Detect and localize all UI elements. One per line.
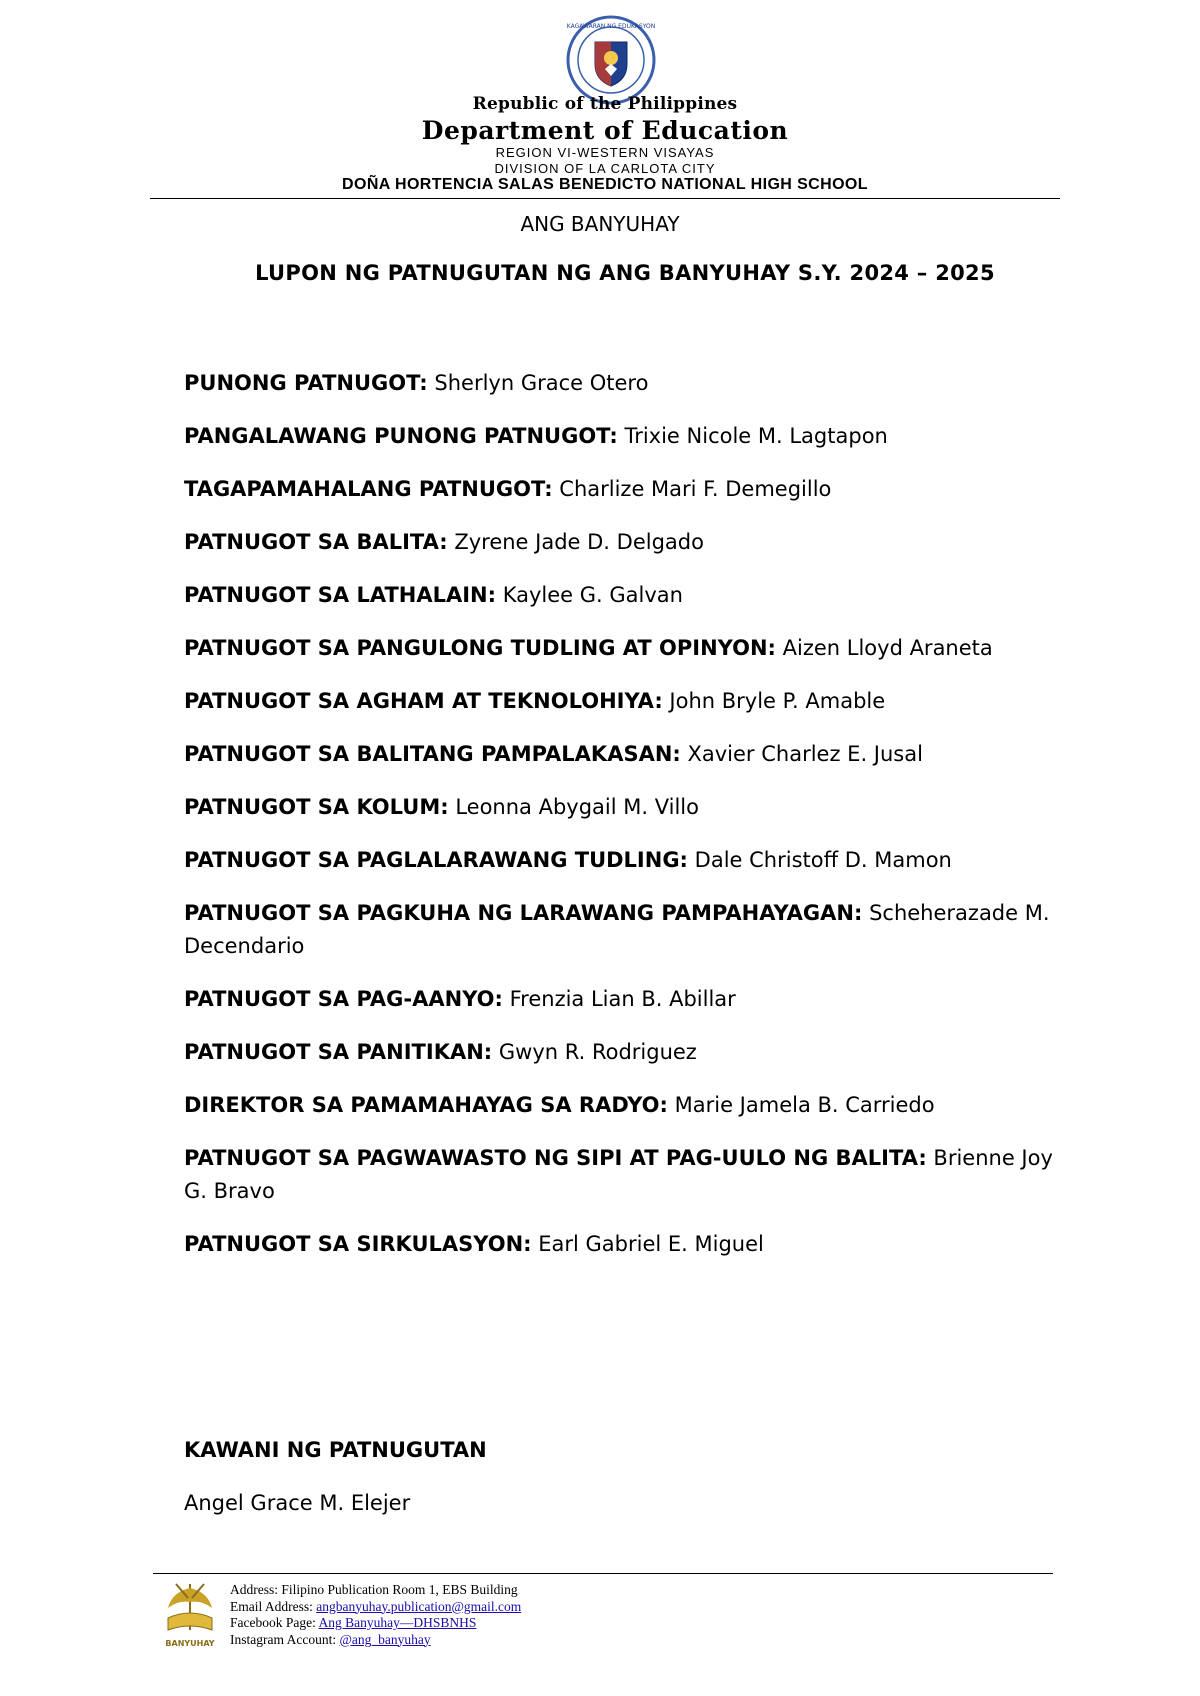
board-entry	[184, 844, 1064, 877]
footer-address-line	[230, 1582, 521, 1599]
board-entry	[184, 420, 1064, 453]
board-member-name: Zyrene Jade D. Delgado	[454, 530, 704, 554]
board-entry	[184, 367, 1064, 400]
department-line: Department of Education	[421, 116, 789, 145]
board-entry	[184, 632, 1064, 665]
board-member-name: Brienne Joy G. Bravo	[184, 1146, 1053, 1203]
board-entry	[184, 685, 1064, 718]
facebook-link[interactable]: Ang Banyuhay—DHSBNHS	[318, 1615, 477, 1630]
banyuhay-logo-icon	[158, 1578, 222, 1654]
board-role: PATNUGOT SA LATHALAIN:	[184, 583, 497, 607]
board-entry	[184, 1036, 1064, 1069]
board-role: PATNUGOT SA PAG-AANYO:	[184, 987, 503, 1011]
board-member-name: Xavier Charlez E. Jusal	[687, 742, 923, 766]
footer-divider	[153, 1573, 1053, 1574]
board-entry	[184, 983, 1064, 1016]
board-member-name: Gwyn R. Rodriguez	[498, 1040, 697, 1064]
republic-line: Republic of the Philippines	[472, 94, 738, 114]
board-member-name: Kaylee G. Galvan	[502, 583, 683, 607]
board-member-name: Trixie Nicole M. Lagtapon	[624, 424, 888, 448]
board-role: PATNUGOT SA SIRKULASYON:	[184, 1232, 532, 1256]
footer-contact	[230, 1582, 521, 1648]
board-role: PANGALAWANG PUNONG PATNUGOT:	[184, 424, 618, 448]
publication-name: ANG BANYUHAY	[520, 212, 680, 236]
board-entry	[184, 897, 1064, 963]
board-member-name: Charlize Mari F. Demegillo	[559, 477, 832, 501]
board-member-name: Frenzia Lian B. Abillar	[509, 987, 736, 1011]
board-role: PATNUGOT SA PAGLALARAWANG TUDLING:	[184, 848, 688, 872]
footer-facebook-line	[230, 1615, 521, 1632]
board-entry	[184, 1142, 1064, 1208]
board-member-name: Sherlyn Grace Otero	[434, 371, 649, 395]
board-entry	[184, 579, 1064, 612]
board-member-name: Aizen Lloyd Araneta	[782, 636, 993, 660]
staff-member-name: Angel Grace M. Elejer	[184, 1491, 411, 1515]
board-role: PATNUGOT SA AGHAM AT TEKNOLOHIYA:	[184, 689, 663, 713]
footer-email-line	[230, 1599, 521, 1616]
staff-heading: KAWANI NG PATNUGUTAN	[184, 1438, 487, 1462]
board-member-name: Marie Jamela B. Carriedo	[674, 1093, 935, 1117]
school-name: DOÑA HORTENCIA SALAS BENEDICTO NATIONAL HIGH SCHOOL	[342, 176, 868, 193]
board-title: LUPON NG PATNUGUTAN NG ANG BANYUHAY S.Y. 2024 – 2025	[255, 261, 995, 285]
header-divider	[150, 198, 1060, 199]
seal-text: KAGAWARAN NG EDUKASYON	[566, 23, 656, 30]
deped-seal-icon	[565, 14, 657, 106]
board-role: TAGAPAMAHALANG PATNUGOT:	[184, 477, 553, 501]
board-role: PATNUGOT SA PAGKUHA NG LARAWANG PAMPAHAYAGAN:	[184, 901, 863, 925]
board-role: PUNONG PATNUGOT:	[184, 371, 428, 395]
instagram-label: Instagram Account:	[230, 1631, 337, 1647]
board-entry	[184, 1228, 1064, 1261]
board-role: PATNUGOT SA BALITA:	[184, 530, 448, 554]
board-role: PATNUGOT SA KOLUM:	[184, 795, 449, 819]
board-member-name: Dale Christoff D. Mamon	[694, 848, 952, 872]
instagram-link[interactable]: @ang_banyuhay	[339, 1631, 431, 1647]
footer-instagram-line	[230, 1632, 521, 1649]
logo-text: BANYUHAY	[165, 1639, 215, 1648]
facebook-label: Facebook Page:	[230, 1615, 316, 1630]
board-role: DIREKTOR SA PAMAMAHAYAG SA RADYO:	[184, 1093, 668, 1117]
division-line: DIVISION OF LA CARLOTA CITY	[494, 161, 716, 176]
board-role: PATNUGOT SA PANITIKAN:	[184, 1040, 493, 1064]
board-role: PATNUGOT SA PANGULONG TUDLING AT OPINYON:	[184, 636, 776, 660]
region-line: REGION VI-WESTERN VISAYAS	[495, 145, 715, 160]
board-entry	[184, 473, 1064, 506]
board-role: PATNUGOT SA BALITANG PAMPALAKASAN:	[184, 742, 681, 766]
board-member-name: Earl Gabriel E. Miguel	[538, 1232, 764, 1256]
board-entry	[184, 1089, 1064, 1122]
board-entry	[184, 526, 1064, 559]
board-member-name: Leonna Abygail M. Villo	[455, 795, 699, 819]
address-label: Address:	[230, 1582, 278, 1597]
board-member-name: John Bryle P. Amable	[669, 689, 886, 713]
board-entry	[184, 791, 1064, 824]
address-value: Filipino Publication Room 1, EBS Building	[281, 1582, 518, 1597]
board-entry	[184, 738, 1064, 771]
email-link[interactable]: angbanyuhay.publication@gmail.com	[316, 1598, 522, 1614]
board-role: PATNUGOT SA PAGWAWASTO NG SIPI AT PAG-UULO NG BALITA:	[184, 1146, 927, 1170]
board-member-name: Scheherazade M. Decendario	[184, 901, 1050, 958]
editorial-board-list	[184, 367, 1064, 1281]
email-label: Email Address:	[230, 1598, 313, 1614]
